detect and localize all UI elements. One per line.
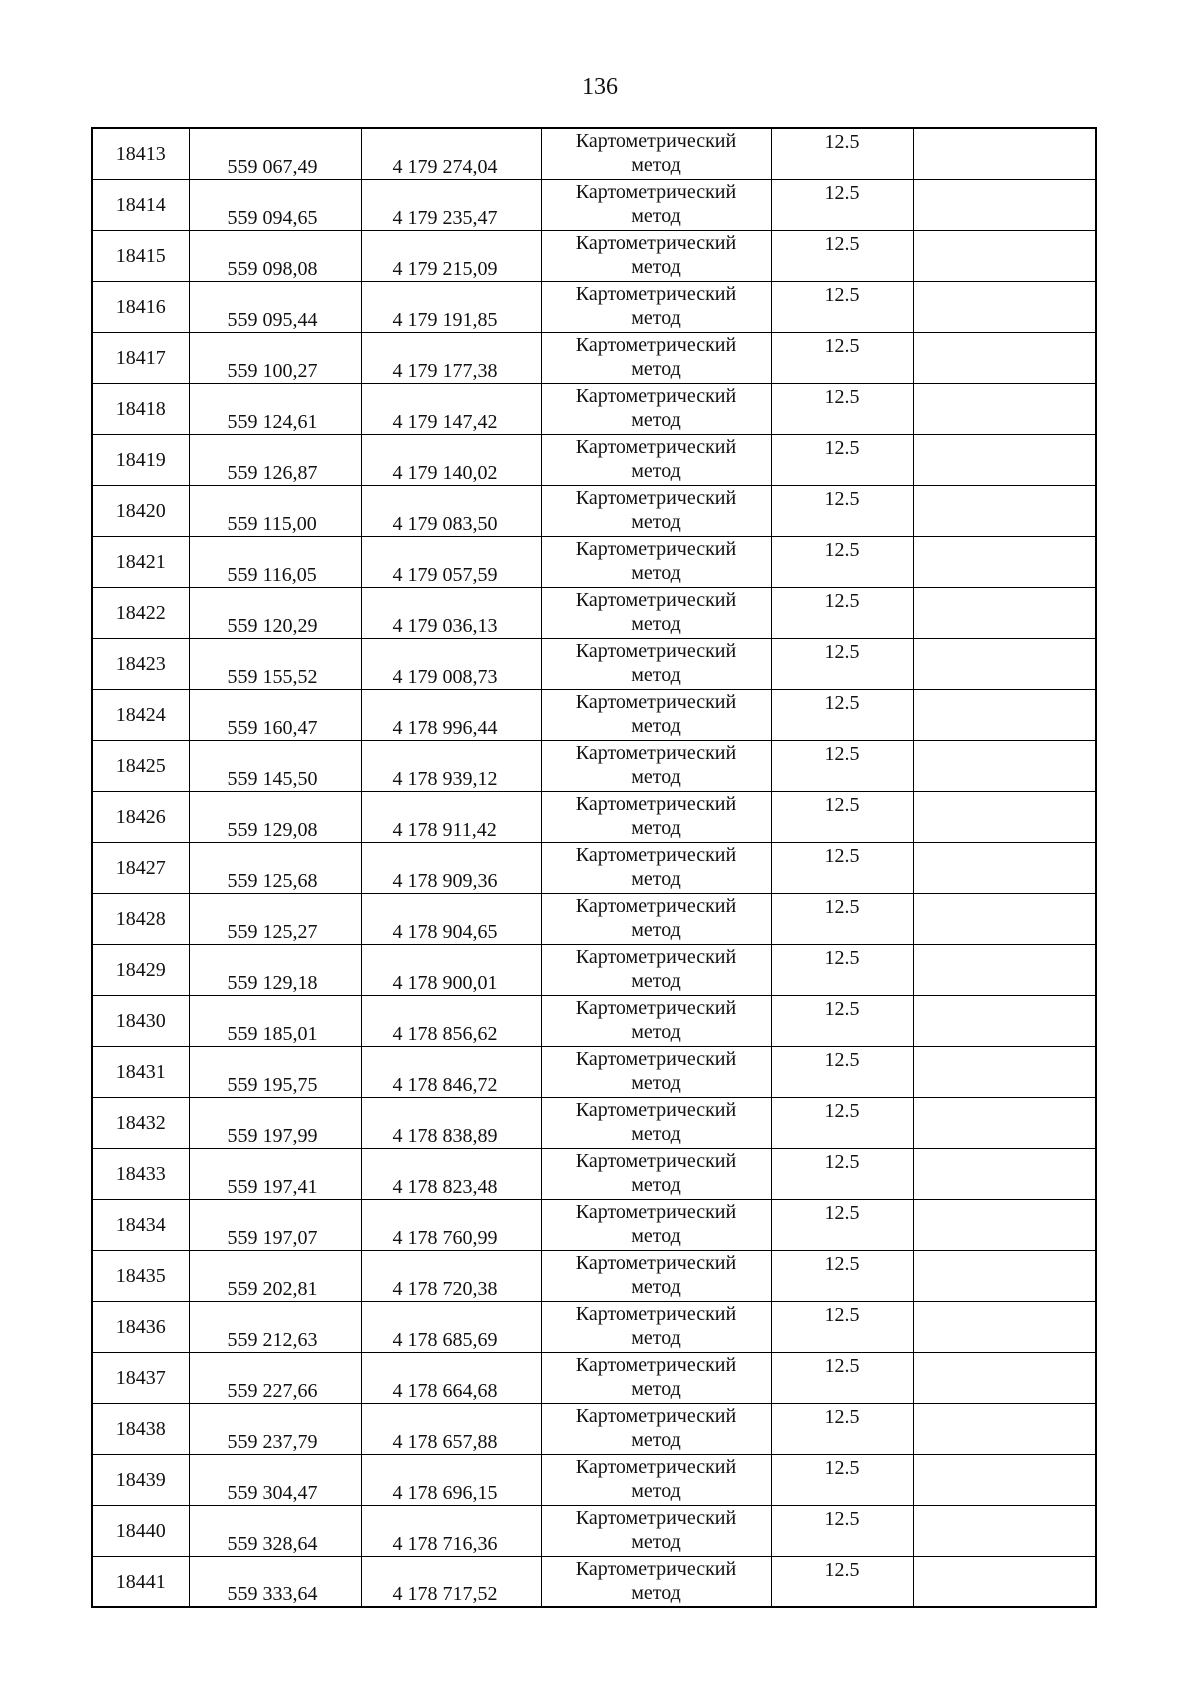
method-line-2: метод [631, 255, 681, 278]
x-coordinate-cell: 559 094,65 [189, 179, 361, 230]
table-row [92, 230, 1096, 281]
y-coordinate-cell: 4 178 823,48 [361, 1148, 541, 1199]
method-line-1: Картометрический [575, 333, 737, 356]
method-cell [541, 587, 771, 638]
table-row [92, 1250, 1096, 1301]
method-line-1: Картометрический [575, 180, 737, 203]
method-line-1: Картометрический [575, 282, 737, 305]
y-coordinate-cell: 4 179 177,38 [361, 332, 541, 383]
method-line-2: метод [631, 1224, 681, 1247]
method-cell [541, 740, 771, 791]
y-coordinate-cell: 4 178 696,15 [361, 1454, 541, 1505]
point-id-cell: 18429 [92, 944, 189, 995]
method-cell [541, 1148, 771, 1199]
y-coordinate-cell: 4 178 760,99 [361, 1199, 541, 1250]
y-coordinate-cell: 4 178 900,01 [361, 944, 541, 995]
x-coordinate-cell: 559 202,81 [189, 1250, 361, 1301]
method-line-1: Картометрический [575, 639, 737, 662]
x-coordinate-cell: 559 125,68 [189, 842, 361, 893]
note-cell [913, 1250, 1096, 1301]
method-cell [541, 434, 771, 485]
method-cell [541, 179, 771, 230]
method-line-1: Картометрический [575, 231, 737, 254]
table-row [92, 1505, 1096, 1556]
method-line-1: Картометрический [575, 1047, 737, 1070]
method-line-2: метод [631, 1428, 681, 1451]
table-row [92, 536, 1096, 587]
method-line-2: метод [631, 867, 681, 890]
note-cell [913, 1505, 1096, 1556]
y-coordinate-cell: 4 179 191,85 [361, 281, 541, 332]
point-id-cell: 18423 [92, 638, 189, 689]
accuracy-cell: 12.5 [771, 230, 913, 281]
accuracy-cell: 12.5 [771, 1403, 913, 1454]
method-line-1: Картометрический [575, 1353, 737, 1376]
table-row [92, 740, 1096, 791]
table-row [92, 689, 1096, 740]
note-cell [913, 740, 1096, 791]
accuracy-cell: 12.5 [771, 689, 913, 740]
method-cell [541, 1556, 771, 1607]
note-cell [913, 1454, 1096, 1505]
method-line-2: метод [631, 510, 681, 533]
table-row [92, 638, 1096, 689]
y-coordinate-cell: 4 178 717,52 [361, 1556, 541, 1607]
accuracy-cell: 12.5 [771, 179, 913, 230]
method-cell [541, 689, 771, 740]
method-line-2: метод [631, 714, 681, 737]
method-cell [541, 230, 771, 281]
y-coordinate-cell: 4 179 083,50 [361, 485, 541, 536]
x-coordinate-cell: 559 129,08 [189, 791, 361, 842]
accuracy-cell: 12.5 [771, 740, 913, 791]
x-coordinate-cell: 559 095,44 [189, 281, 361, 332]
accuracy-cell: 12.5 [771, 791, 913, 842]
note-cell [913, 995, 1096, 1046]
y-coordinate-cell: 4 179 057,59 [361, 536, 541, 587]
y-coordinate-cell: 4 178 939,12 [361, 740, 541, 791]
note-cell [913, 281, 1096, 332]
method-line-1: Картометрический [575, 1404, 737, 1427]
x-coordinate-cell: 559 120,29 [189, 587, 361, 638]
x-coordinate-cell: 559 098,08 [189, 230, 361, 281]
accuracy-cell: 12.5 [771, 1301, 913, 1352]
x-coordinate-cell: 559 160,47 [189, 689, 361, 740]
y-coordinate-cell: 4 178 716,36 [361, 1505, 541, 1556]
method-line-2: метод [631, 1377, 681, 1400]
method-line-1: Картометрический [575, 435, 737, 458]
note-cell [913, 179, 1096, 230]
coordinates-table [91, 127, 1097, 1608]
point-id-cell: 18419 [92, 434, 189, 485]
accuracy-cell: 12.5 [771, 842, 913, 893]
point-id-cell: 18415 [92, 230, 189, 281]
accuracy-cell: 12.5 [771, 1097, 913, 1148]
y-coordinate-cell: 4 178 996,44 [361, 689, 541, 740]
method-line-2: метод [631, 969, 681, 992]
x-coordinate-cell: 559 126,87 [189, 434, 361, 485]
accuracy-cell: 12.5 [771, 893, 913, 944]
method-line-2: метод [631, 1530, 681, 1553]
method-cell [541, 791, 771, 842]
method-line-1: Картометрический [575, 486, 737, 509]
y-coordinate-cell: 4 178 720,38 [361, 1250, 541, 1301]
accuracy-cell: 12.5 [771, 1250, 913, 1301]
accuracy-cell: 12.5 [771, 1352, 913, 1403]
note-cell [913, 1199, 1096, 1250]
coordinates-table-body [92, 128, 1096, 1607]
method-line-2: метод [631, 306, 681, 329]
note-cell [913, 791, 1096, 842]
x-coordinate-cell: 559 115,00 [189, 485, 361, 536]
note-cell [913, 842, 1096, 893]
method-cell [541, 1199, 771, 1250]
point-id-cell: 18426 [92, 791, 189, 842]
method-cell [541, 1352, 771, 1403]
method-cell [541, 1301, 771, 1352]
method-line-1: Картометрический [575, 996, 737, 1019]
method-line-2: метод [631, 154, 681, 176]
method-line-1: Картометрический [575, 588, 737, 611]
x-coordinate-cell: 559 125,27 [189, 893, 361, 944]
method-line-1: Картометрический [575, 690, 737, 713]
point-id-cell: 18422 [92, 587, 189, 638]
method-line-1: Картометрический [575, 1455, 737, 1478]
note-cell [913, 1148, 1096, 1199]
note-cell [913, 332, 1096, 383]
method-cell [541, 485, 771, 536]
x-coordinate-cell: 559 124,61 [189, 383, 361, 434]
table-row [92, 1097, 1096, 1148]
note-cell [913, 689, 1096, 740]
method-line-1: Картометрический [575, 1149, 737, 1172]
table-row [92, 893, 1096, 944]
note-cell [913, 587, 1096, 638]
page-number: 136 [582, 74, 618, 100]
table-row [92, 1454, 1096, 1505]
method-line-2: метод [631, 1275, 681, 1298]
method-line-2: метод [631, 765, 681, 788]
method-cell [541, 995, 771, 1046]
x-coordinate-cell: 559 333,64 [189, 1556, 361, 1607]
table-row [92, 179, 1096, 230]
y-coordinate-cell: 4 178 664,68 [361, 1352, 541, 1403]
accuracy-cell: 12.5 [771, 332, 913, 383]
point-id-cell: 18434 [92, 1199, 189, 1250]
method-cell [541, 1250, 771, 1301]
point-id-cell: 18432 [92, 1097, 189, 1148]
note-cell [913, 1097, 1096, 1148]
y-coordinate-cell: 4 178 838,89 [361, 1097, 541, 1148]
table-row [92, 1556, 1096, 1607]
x-coordinate-cell: 559 212,63 [189, 1301, 361, 1352]
method-line-1: Картометрический [575, 537, 737, 560]
table-row [92, 1148, 1096, 1199]
method-cell [541, 281, 771, 332]
table-row [92, 1352, 1096, 1403]
table-row [92, 791, 1096, 842]
x-coordinate-cell: 559 129,18 [189, 944, 361, 995]
x-coordinate-cell: 559 197,07 [189, 1199, 361, 1250]
point-id-cell: 18413 [92, 128, 189, 179]
y-coordinate-cell: 4 179 036,13 [361, 587, 541, 638]
note-cell [913, 383, 1096, 434]
method-line-2: метод [631, 1071, 681, 1094]
method-line-2: метод [631, 1122, 681, 1145]
table-row [92, 1199, 1096, 1250]
point-id-cell: 18421 [92, 536, 189, 587]
method-line-2: метод [631, 357, 681, 380]
note-cell [913, 638, 1096, 689]
x-coordinate-cell: 559 197,99 [189, 1097, 361, 1148]
method-line-1: Картометрический [575, 1302, 737, 1325]
accuracy-cell: 12.5 [771, 383, 913, 434]
method-cell [541, 383, 771, 434]
x-coordinate-cell: 559 237,79 [189, 1403, 361, 1454]
x-coordinate-cell: 559 227,66 [189, 1352, 361, 1403]
x-coordinate-cell: 559 145,50 [189, 740, 361, 791]
note-cell [913, 944, 1096, 995]
point-id-cell: 18420 [92, 485, 189, 536]
note-cell [913, 1301, 1096, 1352]
accuracy-cell: 12.5 [771, 944, 913, 995]
point-id-cell: 18427 [92, 842, 189, 893]
point-id-cell: 18418 [92, 383, 189, 434]
method-line-1: Картометрический [575, 792, 737, 815]
accuracy-cell: 12.5 [771, 638, 913, 689]
table-row [92, 587, 1096, 638]
x-coordinate-cell: 559 116,05 [189, 536, 361, 587]
accuracy-cell: 12.5 [771, 536, 913, 587]
note-cell [913, 230, 1096, 281]
y-coordinate-cell: 4 178 685,69 [361, 1301, 541, 1352]
method-cell [541, 944, 771, 995]
method-cell [541, 638, 771, 689]
x-coordinate-cell: 559 195,75 [189, 1046, 361, 1097]
method-line-1: Картометрический [575, 1200, 737, 1223]
point-id-cell: 18440 [92, 1505, 189, 1556]
note-cell [913, 128, 1096, 179]
method-line-1: Картометрический [575, 130, 737, 152]
x-coordinate-cell: 559 100,27 [189, 332, 361, 383]
table-row [92, 485, 1096, 536]
point-id-cell: 18441 [92, 1556, 189, 1607]
accuracy-cell: 12.5 [771, 587, 913, 638]
table-row [92, 434, 1096, 485]
method-cell [541, 1403, 771, 1454]
method-line-1: Картометрический [575, 1251, 737, 1274]
accuracy-cell: 12.5 [771, 281, 913, 332]
table-row [92, 995, 1096, 1046]
table-row [92, 1301, 1096, 1352]
accuracy-cell: 12.5 [771, 485, 913, 536]
table-row [92, 281, 1096, 332]
point-id-cell: 18439 [92, 1454, 189, 1505]
point-id-cell: 18417 [92, 332, 189, 383]
point-id-cell: 18424 [92, 689, 189, 740]
y-coordinate-cell: 4 178 856,62 [361, 995, 541, 1046]
note-cell [913, 536, 1096, 587]
note-cell [913, 893, 1096, 944]
point-id-cell: 18425 [92, 740, 189, 791]
table-row [92, 842, 1096, 893]
method-cell [541, 1454, 771, 1505]
method-line-1: Картометрический [575, 1098, 737, 1121]
accuracy-cell: 12.5 [771, 128, 913, 179]
method-line-2: метод [631, 1173, 681, 1196]
point-id-cell: 18414 [92, 179, 189, 230]
accuracy-cell: 12.5 [771, 1505, 913, 1556]
y-coordinate-cell: 4 178 846,72 [361, 1046, 541, 1097]
method-line-2: метод [631, 816, 681, 839]
x-coordinate-cell: 559 185,01 [189, 995, 361, 1046]
method-line-1: Картометрический [575, 945, 737, 968]
method-line-1: Картометрический [575, 384, 737, 407]
method-cell [541, 1505, 771, 1556]
x-coordinate-cell: 559 304,47 [189, 1454, 361, 1505]
note-cell [913, 1403, 1096, 1454]
method-line-2: метод [631, 408, 681, 431]
point-id-cell: 18438 [92, 1403, 189, 1454]
accuracy-cell: 12.5 [771, 1148, 913, 1199]
method-line-1: Картометрический [575, 894, 737, 917]
method-line-2: метод [631, 1326, 681, 1349]
table-row [92, 1403, 1096, 1454]
y-coordinate-cell: 4 179 008,73 [361, 638, 541, 689]
point-id-cell: 18428 [92, 893, 189, 944]
point-id-cell: 18430 [92, 995, 189, 1046]
y-coordinate-cell: 4 178 911,42 [361, 791, 541, 842]
point-id-cell: 18435 [92, 1250, 189, 1301]
table-row [92, 383, 1096, 434]
method-line-1: Картометрический [575, 741, 737, 764]
note-cell [913, 485, 1096, 536]
note-cell [913, 1046, 1096, 1097]
method-cell [541, 1046, 771, 1097]
method-line-2: метод [631, 459, 681, 482]
table-row [92, 128, 1096, 179]
method-line-2: метод [631, 1020, 681, 1043]
table-row [92, 332, 1096, 383]
method-cell [541, 1097, 771, 1148]
table-row [92, 944, 1096, 995]
point-id-cell: 18436 [92, 1301, 189, 1352]
x-coordinate-cell: 559 155,52 [189, 638, 361, 689]
y-coordinate-cell: 4 179 235,47 [361, 179, 541, 230]
x-coordinate-cell: 559 197,41 [189, 1148, 361, 1199]
y-coordinate-cell: 4 179 140,02 [361, 434, 541, 485]
method-line-1: Картометрический [575, 1506, 737, 1529]
accuracy-cell: 12.5 [771, 1046, 913, 1097]
x-coordinate-cell: 559 067,49 [189, 128, 361, 179]
y-coordinate-cell: 4 179 274,04 [361, 128, 541, 179]
method-line-2: метод [631, 204, 681, 227]
method-cell [541, 332, 771, 383]
accuracy-cell: 12.5 [771, 434, 913, 485]
method-line-2: метод [631, 918, 681, 941]
method-cell [541, 536, 771, 587]
method-line-1: Картометрический [575, 1557, 737, 1580]
method-line-2: метод [631, 1479, 681, 1502]
method-cell [541, 128, 771, 179]
accuracy-cell: 12.5 [771, 1454, 913, 1505]
y-coordinate-cell: 4 179 147,42 [361, 383, 541, 434]
method-cell [541, 842, 771, 893]
method-line-1: Картометрический [575, 843, 737, 866]
point-id-cell: 18437 [92, 1352, 189, 1403]
method-line-2: метод [631, 612, 681, 635]
method-line-2: метод [631, 663, 681, 686]
table-row [92, 1046, 1096, 1097]
note-cell [913, 1352, 1096, 1403]
point-id-cell: 18431 [92, 1046, 189, 1097]
accuracy-cell: 12.5 [771, 1556, 913, 1607]
point-id-cell: 18433 [92, 1148, 189, 1199]
y-coordinate-cell: 4 178 909,36 [361, 842, 541, 893]
y-coordinate-cell: 4 178 904,65 [361, 893, 541, 944]
y-coordinate-cell: 4 178 657,88 [361, 1403, 541, 1454]
method-line-2: метод [631, 561, 681, 584]
method-cell [541, 893, 771, 944]
accuracy-cell: 12.5 [771, 995, 913, 1046]
x-coordinate-cell: 559 328,64 [189, 1505, 361, 1556]
note-cell [913, 1556, 1096, 1607]
method-line-2: метод [631, 1581, 681, 1604]
accuracy-cell: 12.5 [771, 1199, 913, 1250]
note-cell [913, 434, 1096, 485]
y-coordinate-cell: 4 179 215,09 [361, 230, 541, 281]
point-id-cell: 18416 [92, 281, 189, 332]
